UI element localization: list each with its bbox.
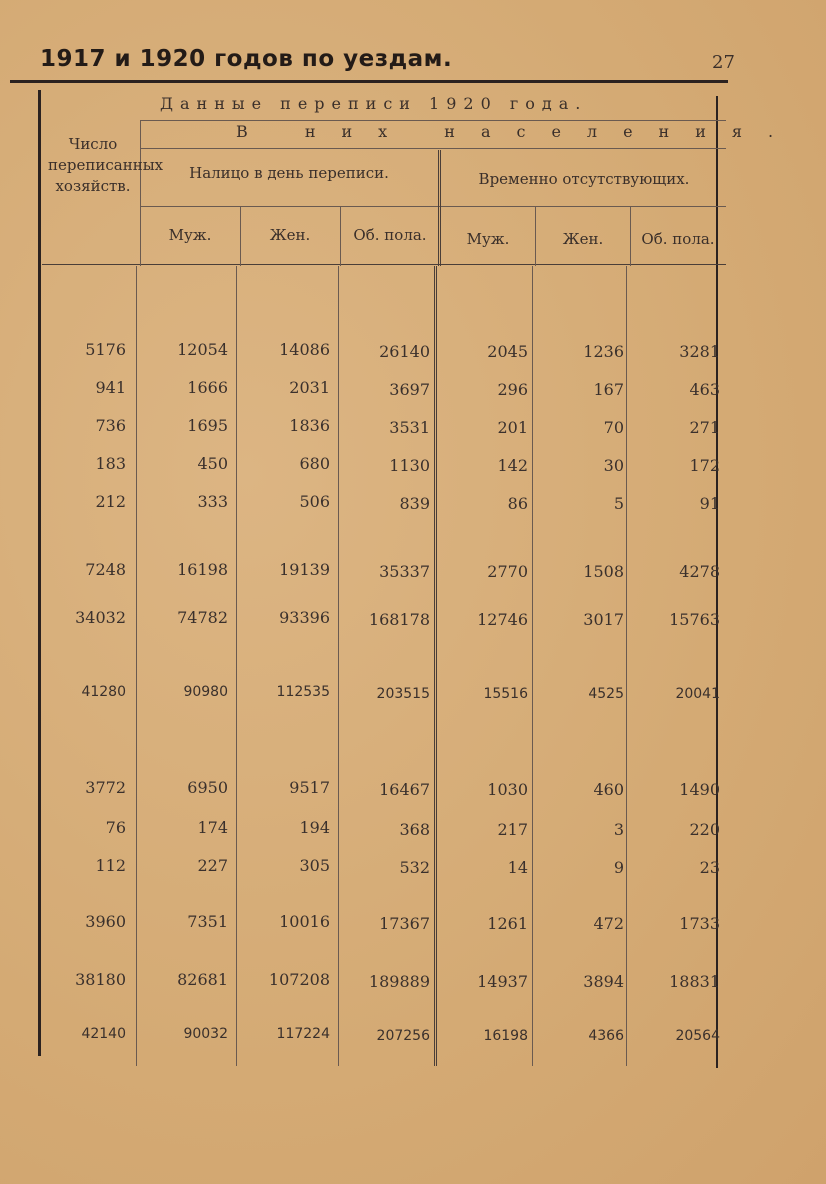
table-cell: 296	[497, 380, 528, 399]
table-cell: 189889	[368, 972, 430, 991]
table-cell: 333	[197, 492, 228, 511]
table-cell: 142	[497, 456, 528, 475]
table-cell: 368	[399, 820, 430, 839]
table-cell: 90980	[183, 684, 228, 700]
table-cell: 15763	[669, 610, 720, 629]
subheader-male: Муж.	[168, 226, 212, 244]
table-cell: 183	[95, 454, 126, 473]
absent-header: Временно отсутствующих.	[478, 170, 690, 188]
table-cell: 4525	[588, 686, 624, 702]
table-cell: 112535	[276, 684, 330, 700]
table-cell: 941	[95, 378, 126, 397]
subheader-male: Муж.	[466, 230, 510, 248]
table-cell: 17367	[379, 914, 430, 933]
table-cell: 107208	[268, 970, 330, 989]
table-cell: 38180	[75, 970, 126, 989]
body-divider	[236, 266, 237, 1066]
table-cell: 172	[689, 456, 720, 475]
header-divider	[340, 206, 341, 266]
table-cell: 1490	[679, 780, 720, 799]
table-cell: 3017	[583, 610, 624, 629]
table-cell: 91	[699, 494, 720, 513]
table-cell: 532	[399, 858, 430, 877]
header-divider	[240, 206, 241, 266]
table-cell: 26140	[379, 342, 430, 361]
population-header: В них населения.	[236, 122, 800, 141]
table-cell: 207256	[376, 1028, 430, 1044]
header-divider-groups	[438, 150, 441, 266]
table-cell: 174	[197, 818, 228, 837]
body-divider	[532, 266, 533, 1066]
table-cell: 12746	[477, 610, 528, 629]
table-cell: 5	[613, 494, 624, 513]
subheader-female: Жен.	[269, 226, 311, 244]
table-cell: 2031	[289, 378, 330, 397]
table-cell: 1666	[187, 378, 228, 397]
table-cell: 14937	[477, 972, 528, 991]
table-cell: 1261	[487, 914, 528, 933]
table-cell: 19139	[279, 560, 330, 579]
table-cell: 4278	[679, 562, 720, 581]
table-cell: 14086	[279, 340, 330, 359]
subheader-both: Об. пола.	[641, 230, 715, 248]
table-cell: 3697	[389, 380, 430, 399]
table-cell: 460	[593, 780, 624, 799]
table-cell: 41280	[81, 684, 126, 700]
table-cell: 217	[497, 820, 528, 839]
table-cell: 1733	[679, 914, 720, 933]
table-cell: 6950	[187, 778, 228, 797]
header-divider-households	[140, 120, 141, 266]
table-cell: 42140	[81, 1026, 126, 1042]
table-cell: 201	[497, 418, 528, 437]
page-header-title: 1917 и 1920 годов по уездам.	[40, 46, 453, 72]
table-cell: 271	[689, 418, 720, 437]
header-divider	[535, 206, 536, 266]
table-cell: 3	[613, 820, 624, 839]
table-cell: 4366	[588, 1028, 624, 1044]
table-cell: 2770	[487, 562, 528, 581]
present-header: Налицо в день переписи.	[189, 164, 389, 182]
body-divider	[626, 266, 627, 1066]
table-cell: 1030	[487, 780, 528, 799]
table-cell: 10016	[279, 912, 330, 931]
table-cell: 18831	[669, 972, 720, 991]
table-cell: 14	[507, 858, 528, 877]
body-divider	[338, 266, 339, 1066]
table-cell: 472	[593, 914, 624, 933]
table-cell: 74782	[177, 608, 228, 627]
body-divider-groups	[434, 266, 437, 1066]
table-cell: 680	[299, 454, 330, 473]
table-cell: 76	[105, 818, 126, 837]
table-cell: 3894	[583, 972, 624, 991]
table-cell: 16198	[483, 1028, 528, 1044]
table-cell: 1508	[583, 562, 624, 581]
table-cell: 1836	[289, 416, 330, 435]
table-cell: 34032	[75, 608, 126, 627]
table-cell: 7351	[187, 912, 228, 931]
table-cell: 463	[689, 380, 720, 399]
table-cell: 90032	[183, 1026, 228, 1042]
table-cell: 1130	[389, 456, 430, 475]
table-cell: 3531	[389, 418, 430, 437]
table-cell: 5176	[85, 340, 126, 359]
rule-under-title	[140, 120, 726, 121]
table-cell: 35337	[379, 562, 430, 581]
table-cell: 70	[603, 418, 624, 437]
table-cell: 23	[699, 858, 720, 877]
table-cell: 20041	[675, 686, 720, 702]
table-cell: 168178	[368, 610, 430, 629]
table-title: Данные переписи 1920 года.	[160, 94, 588, 113]
table-cell: 20564	[675, 1028, 720, 1044]
rule-under-groups	[140, 206, 726, 207]
page-number: 27	[712, 52, 735, 73]
table-cell: 12054	[177, 340, 228, 359]
table-cell: 167	[593, 380, 624, 399]
table-cell: 2045	[487, 342, 528, 361]
table-cell: 220	[689, 820, 720, 839]
subheader-female: Жен.	[562, 230, 604, 248]
body-divider	[136, 266, 137, 1066]
table-cell: 86	[507, 494, 528, 513]
table-cell: 30	[603, 456, 624, 475]
table-cell: 3772	[85, 778, 126, 797]
table-cell: 1236	[583, 342, 624, 361]
table-cell: 736	[95, 416, 126, 435]
table-cell: 3960	[85, 912, 126, 931]
table-cell: 839	[399, 494, 430, 513]
table-cell: 16198	[177, 560, 228, 579]
rule-under-header	[42, 264, 726, 265]
subheader-both: Об. пола.	[353, 226, 427, 244]
table-cell: 7248	[85, 560, 126, 579]
table-cell: 16467	[379, 780, 430, 799]
table-cell: 82681	[177, 970, 228, 989]
table-cell: 506	[299, 492, 330, 511]
table-cell: 194	[299, 818, 330, 837]
table-cell: 117224	[276, 1026, 330, 1042]
table-cell: 93396	[279, 608, 330, 627]
table-cell: 15516	[483, 686, 528, 702]
table-cell: 450	[197, 454, 228, 473]
table-cell: 305	[299, 856, 330, 875]
households-header: Число переписанных хозяйств.	[48, 135, 164, 195]
table-cell: 1695	[187, 416, 228, 435]
table-cell: 112	[95, 856, 126, 875]
header-rule	[10, 80, 728, 83]
table-cell: 3281	[679, 342, 720, 361]
table-cell: 9	[613, 858, 624, 877]
table-cell: 227	[197, 856, 228, 875]
table-cell: 203515	[376, 686, 430, 702]
table-cell: 212	[95, 492, 126, 511]
page-header	[40, 46, 740, 82]
table-cell: 9517	[289, 778, 330, 797]
rule-under-population	[140, 148, 726, 149]
